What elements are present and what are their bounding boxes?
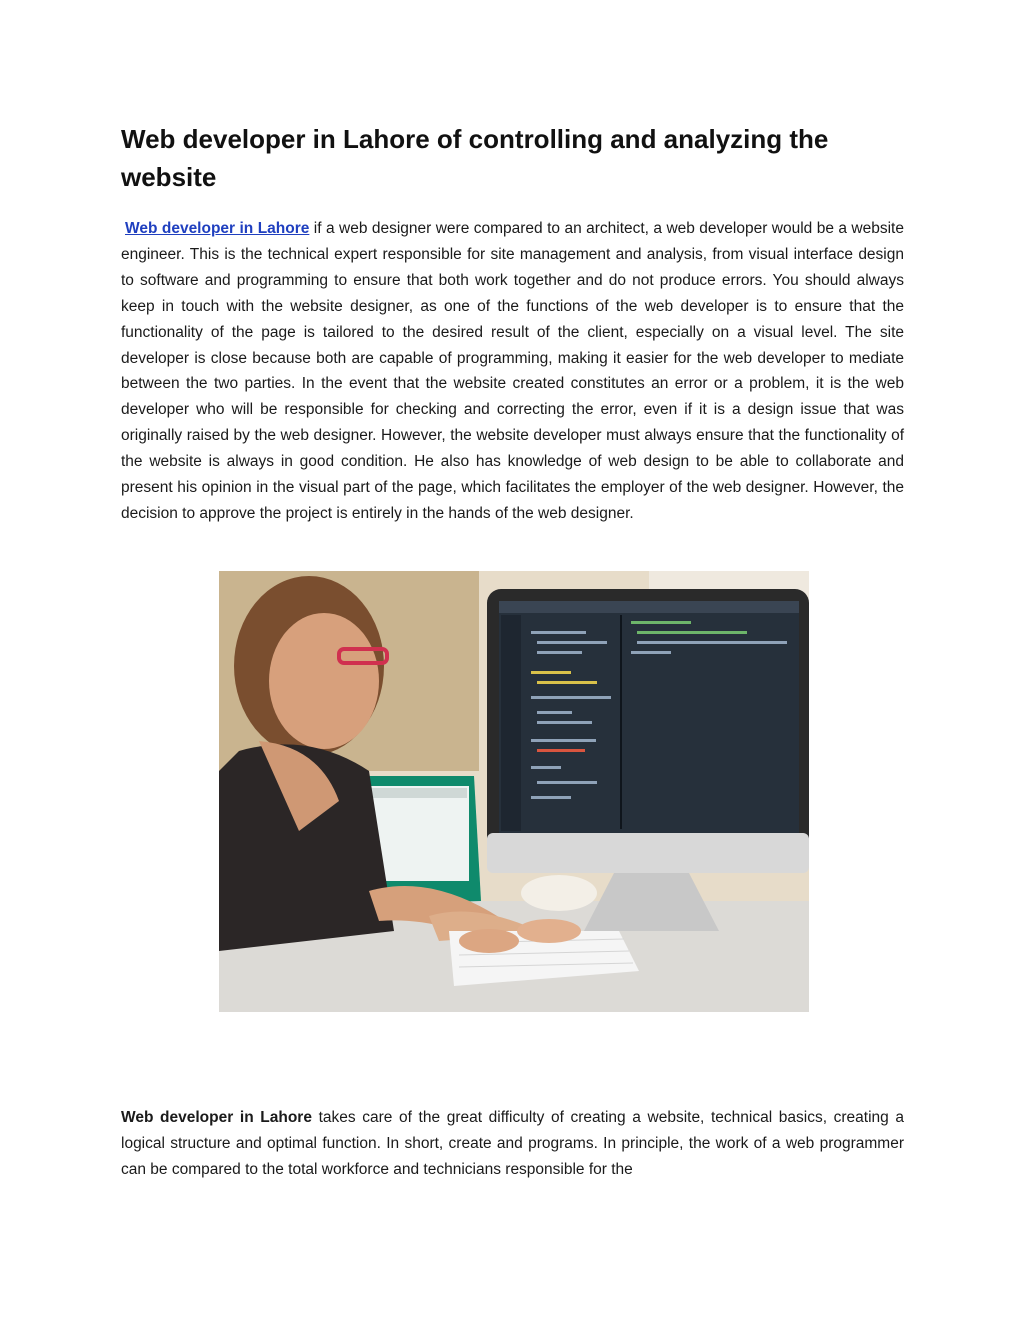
intro-paragraph — [121, 216, 904, 527]
developer-at-computer-photo — [219, 571, 809, 1012]
second-paragraph-text: takes care of the great difficulty of creating a website, technical basics, creating a logical structure and optimal function. In short, create and programs. In principle, the work of a web programmer can be compared to the total workforce and technicians responsible for the — [121, 1109, 904, 1178]
photo-illustration — [219, 571, 809, 1012]
intro-paragraph-text: if a web designer were compared to an architect, a web developer would be a website engineer. This is the technical expert responsible for site management and analysis, from visual interface design to software and programming to ensure that both work together and do not produce errors. You should always keep in touch with the website designer, as one of the functions of the web developer is to ensure that the functionality of the page is tailored to the desired result of the client, especially on a visual level. The site developer is close because both are capable of programming, making it easier for the web developer to mediate between the two parties. In the event that the website created constitutes an error or a problem, it is the web developer who will be responsible for checking and correcting the error, even if it is a design issue that was originally raised by the web designer. However, the website developer must always ensure that the functionality of the website is always in good condition. He also has knowledge of web design to be able to collaborate and present his opinion in the visual part of the page, which facilitates the employer of the web designer. However, the decision to approve the project is entirely in the hands of the web designer. — [121, 220, 904, 522]
web-developer-lahore-link[interactable]: Web developer in Lahore — [125, 220, 310, 237]
second-paragraph-bold-lead: Web developer in Lahore — [121, 1109, 312, 1126]
second-paragraph — [121, 1105, 904, 1183]
page-title: Web developer in Lahore of controlling and analyzing the website — [121, 124, 829, 192]
